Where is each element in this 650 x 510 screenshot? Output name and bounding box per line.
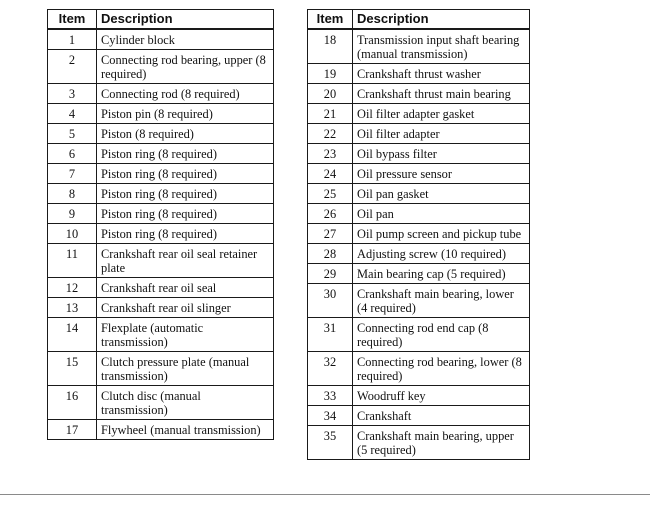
table-row — [308, 144, 530, 164]
item-description: Connecting rod (8 required) — [97, 84, 274, 104]
table-header-row — [308, 10, 530, 30]
parts-table-left-body — [48, 29, 274, 440]
table-row — [48, 124, 274, 144]
item-description: Oil bypass filter — [353, 144, 530, 164]
item-number: 21 — [308, 104, 353, 124]
table-row — [48, 144, 274, 164]
item-number: 9 — [48, 204, 97, 224]
table-row — [48, 50, 274, 84]
item-description: Crankshaft rear oil seal retainer plate — [97, 244, 274, 278]
item-description: Oil pump screen and pickup tube — [353, 224, 530, 244]
page-bottom-rule — [0, 494, 650, 495]
table-row — [48, 298, 274, 318]
item-description: Crankshaft rear oil slinger — [97, 298, 274, 318]
item-description: Piston ring (8 required) — [97, 204, 274, 224]
description-column-header: Description — [353, 10, 530, 30]
item-number: 12 — [48, 278, 97, 298]
table-row — [48, 29, 274, 50]
item-number: 16 — [48, 386, 97, 420]
table-row — [308, 426, 530, 460]
item-description: Connecting rod bearing, lower (8 required) — [353, 352, 530, 386]
item-number: 19 — [308, 64, 353, 84]
item-description: Adjusting screw (10 required) — [353, 244, 530, 264]
table-row — [48, 84, 274, 104]
item-description: Crankshaft rear oil seal — [97, 278, 274, 298]
table-row — [48, 386, 274, 420]
table-row — [308, 386, 530, 406]
table-row — [308, 264, 530, 284]
description-column-header: Description — [97, 10, 274, 30]
item-number: 7 — [48, 164, 97, 184]
table-row — [48, 318, 274, 352]
table-row — [308, 29, 530, 64]
item-description: Oil pressure sensor — [353, 164, 530, 184]
item-description: Clutch pressure plate (manual transmission) — [97, 352, 274, 386]
table-header-row — [48, 10, 274, 30]
parts-table-right-body — [308, 29, 530, 460]
parts-table-right — [307, 9, 530, 460]
table-row — [48, 224, 274, 244]
table-row — [308, 104, 530, 124]
item-column-header: Item — [48, 10, 97, 30]
item-number: 24 — [308, 164, 353, 184]
table-row — [308, 318, 530, 352]
item-description: Oil filter adapter — [353, 124, 530, 144]
parts-table-left — [47, 9, 274, 440]
item-description: Piston (8 required) — [97, 124, 274, 144]
table-row — [308, 244, 530, 264]
item-description: Connecting rod bearing, upper (8 required) — [97, 50, 274, 84]
table-row — [308, 124, 530, 144]
item-number: 20 — [308, 84, 353, 104]
item-number: 35 — [308, 426, 353, 460]
table-row — [48, 352, 274, 386]
table-row — [308, 284, 530, 318]
item-description: Piston pin (8 required) — [97, 104, 274, 124]
item-number: 25 — [308, 184, 353, 204]
item-description: Woodruff key — [353, 386, 530, 406]
table-row — [48, 278, 274, 298]
item-description: Connecting rod end cap (8 required) — [353, 318, 530, 352]
table-row — [48, 164, 274, 184]
table-row — [308, 64, 530, 84]
item-description: Cylinder block — [97, 29, 274, 50]
item-number: 8 — [48, 184, 97, 204]
item-number: 18 — [308, 29, 353, 64]
item-description: Oil filter adapter gasket — [353, 104, 530, 124]
item-number: 4 — [48, 104, 97, 124]
item-description: Piston ring (8 required) — [97, 144, 274, 164]
item-description: Piston ring (8 required) — [97, 224, 274, 244]
item-description: Transmission input shaft bearing (manual transmission) — [353, 29, 530, 64]
item-column-header: Item — [308, 10, 353, 30]
table-row — [308, 406, 530, 426]
item-number: 1 — [48, 29, 97, 50]
table-row — [48, 204, 274, 224]
item-number: 14 — [48, 318, 97, 352]
item-description: Crankshaft main bearing, lower (4 required) — [353, 284, 530, 318]
item-number: 22 — [308, 124, 353, 144]
item-number: 32 — [308, 352, 353, 386]
item-number: 31 — [308, 318, 353, 352]
item-description: Oil pan gasket — [353, 184, 530, 204]
table-row — [308, 184, 530, 204]
item-description: Crankshaft thrust main bearing — [353, 84, 530, 104]
item-number: 17 — [48, 420, 97, 440]
item-description: Crankshaft main bearing, upper (5 required) — [353, 426, 530, 460]
item-description: Flexplate (automatic transmission) — [97, 318, 274, 352]
item-number: 15 — [48, 352, 97, 386]
item-number: 33 — [308, 386, 353, 406]
table-row — [308, 164, 530, 184]
item-description: Clutch disc (manual transmission) — [97, 386, 274, 420]
item-description: Oil pan — [353, 204, 530, 224]
item-description: Crankshaft — [353, 406, 530, 426]
table-row — [48, 104, 274, 124]
item-number: 2 — [48, 50, 97, 84]
item-number: 27 — [308, 224, 353, 244]
table-row — [308, 224, 530, 244]
item-number: 23 — [308, 144, 353, 164]
item-description: Piston ring (8 required) — [97, 184, 274, 204]
item-number: 6 — [48, 144, 97, 164]
item-number: 29 — [308, 264, 353, 284]
item-description: Main bearing cap (5 required) — [353, 264, 530, 284]
table-row — [48, 184, 274, 204]
item-number: 11 — [48, 244, 97, 278]
item-number: 10 — [48, 224, 97, 244]
item-number: 3 — [48, 84, 97, 104]
item-description: Flywheel (manual transmission) — [97, 420, 274, 440]
item-number: 5 — [48, 124, 97, 144]
item-number: 30 — [308, 284, 353, 318]
table-row — [308, 84, 530, 104]
item-description: Piston ring (8 required) — [97, 164, 274, 184]
table-row — [48, 420, 274, 440]
table-row — [308, 352, 530, 386]
item-number: 13 — [48, 298, 97, 318]
item-number: 34 — [308, 406, 353, 426]
item-number: 26 — [308, 204, 353, 224]
table-row — [48, 244, 274, 278]
item-description: Crankshaft thrust washer — [353, 64, 530, 84]
table-row — [308, 204, 530, 224]
item-number: 28 — [308, 244, 353, 264]
